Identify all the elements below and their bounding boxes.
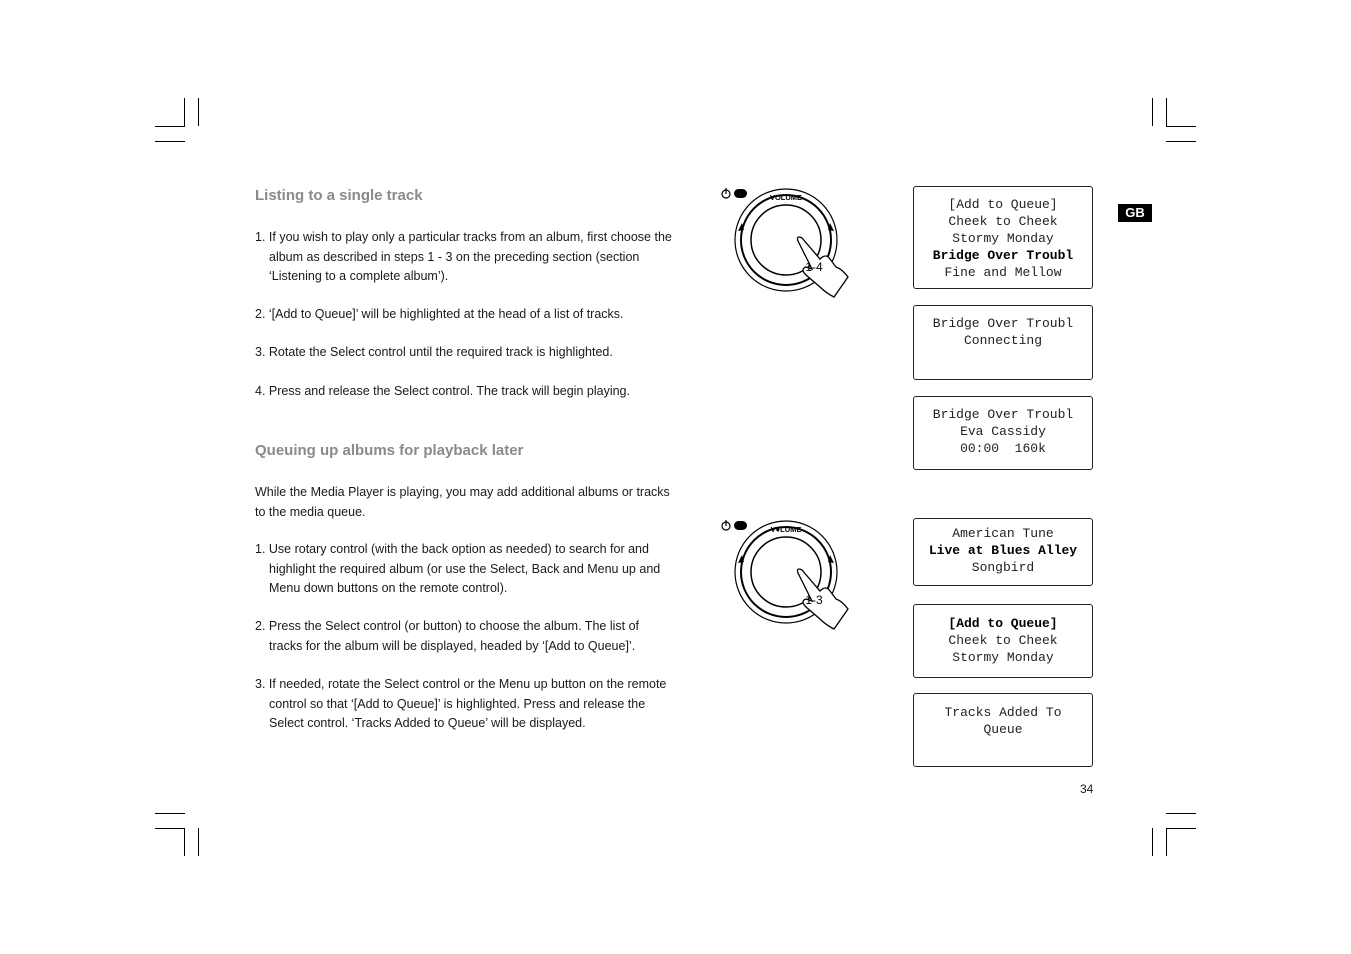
instruction-step: 2. Press the Select control (or button) to choose the album. The list of tracks for the album will be displayed, headed by ‘[Add to Queue]’. [255,619,639,653]
crop-mark [155,126,185,127]
display-line: American Tune [952,526,1054,541]
crop-mark [1166,828,1167,856]
display-line: Cheek to Cheek [948,633,1058,648]
display-line: [Add to Queue] [948,197,1058,212]
page-number: 34 [1080,782,1094,796]
rotary-knob-illustration [716,515,856,635]
display-line: Tracks Added To [944,705,1062,720]
crop-mark [198,98,199,126]
display-line: Cheek to Cheek [948,214,1058,229]
crop-mark [1152,98,1153,126]
section-heading: Listing to a single track [255,187,423,204]
knob-label: VOLUME [769,193,803,202]
rotary-knob-illustration [716,183,856,303]
display-line-highlighted: Live at Blues Alley [928,543,1078,558]
instruction-step: 1. If you wish to play only a particular tracks from an album, first choose the album as described in steps 1 - 3 on the preceding section (section ‘Listening to a complete album’). [255,230,672,283]
section-intro: While the Media Player is playing, you may add additional albums or tracks to the media queue. [255,485,670,519]
display-line: Stormy Monday [952,231,1054,246]
section-heading: Queuing up albums for playback later [255,442,524,459]
instruction-step: 3. If needed, rotate the Select control or the Menu up button on the remote control so that ‘[Add to Queue]’ is highlighted. Press and release the Select control. ‘Tracks Added to Queue’ will be displayed. [255,677,667,730]
crop-mark [1166,828,1196,829]
crop-mark [155,828,185,829]
display-line-highlighted: Bridge Over Troubl [932,248,1074,263]
lcd-display [913,186,1093,289]
lcd-display [913,518,1093,586]
display-line: Bridge Over Troubl [932,316,1074,331]
display-line-highlighted: [Add to Queue] [948,616,1058,631]
instruction-step: 4. Press and release the Select control. The track will begin playing. [255,384,630,398]
crop-mark [1166,141,1196,142]
standby-button-icon [734,189,747,198]
display-line: Queue [983,722,1023,737]
standby-button-icon [734,521,747,530]
step-label: 1-4 [805,260,823,274]
display-line: Connecting [963,333,1042,348]
instruction-step: 1. Use rotary control (with the back option as needed) to search for and highlight the required album (or use the Select, Back and Menu up and Menu down buttons on the remote control). [255,542,661,595]
crop-mark [1166,813,1196,814]
crop-mark [184,828,185,856]
crop-mark [184,98,185,126]
lcd-display [913,305,1093,380]
crop-mark [155,141,185,142]
display-line: Bridge Over Troubl [932,407,1074,422]
power-icon [722,188,730,198]
crop-mark [155,813,185,814]
display-line: 00:00 160k [960,441,1046,456]
instruction-step: 3. Rotate the Select control until the required track is highlighted. [255,345,613,359]
knob-label: V●LUME [770,525,802,534]
display-line: Songbird [971,560,1035,575]
lcd-display [913,693,1093,767]
lcd-display [913,396,1093,470]
lcd-display [913,604,1093,678]
crop-mark [1166,98,1167,126]
crop-mark [1152,828,1153,856]
crop-mark [198,828,199,856]
language-tab: GB [1118,204,1152,222]
power-icon [722,520,730,530]
display-line: Eva Cassidy [960,424,1046,439]
instruction-step: 2. ‘[Add to Queue]’ will be highlighted at the head of a list of tracks. [255,307,624,321]
display-line: Fine and Mellow [944,265,1062,280]
step-label: 1-3 [805,593,823,607]
display-line: Stormy Monday [952,650,1054,665]
crop-mark [1166,126,1196,127]
